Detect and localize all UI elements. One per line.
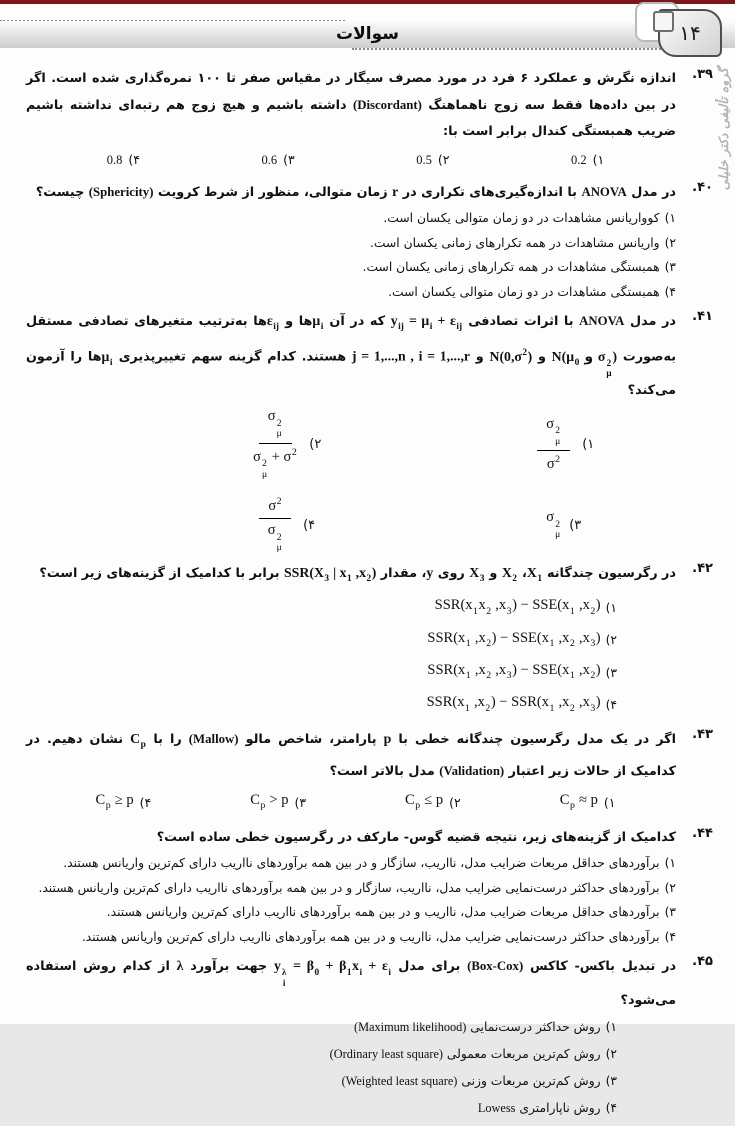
option-marker: ۴): [605, 698, 617, 713]
option-marker: ۳): [294, 795, 307, 811]
page-number: ۱۴: [679, 21, 701, 45]
question-text: در مدل ANOVA با اندازه‌گیری‌های تکراری در r زمان متوالی، منظور از شرط کرویت (Sphericity) چیست؟: [35, 184, 676, 200]
option-3: [201, 147, 356, 173]
option-3: [26, 1068, 713, 1095]
question-40: [26, 179, 713, 304]
question-number: ۴۳.: [692, 726, 713, 742]
option-formula: σ 2 μ: [546, 509, 561, 541]
option-marker: ۲): [449, 795, 461, 811]
option-marker: ۱): [582, 436, 595, 452]
question-number: ۴۱.: [692, 309, 713, 324]
question-45: [26, 953, 713, 1121]
question-39: [26, 66, 713, 175]
header-dotted-line-bottom: [352, 48, 697, 50]
option-formula: $C_p \le p$: [405, 792, 444, 812]
option-2: [26, 876, 676, 901]
option-marker: ۳): [569, 517, 582, 533]
option-formula: [249, 408, 301, 480]
options-row: [26, 145, 713, 175]
question-text: اندازه نگرش و عملکرد ۶ فرد در مورد مصرف سیگار در مقیاس صفر تا ۱۰۰ نمره‌گذاری شده است. اگر در بین داده‌ها فقط سه زوج ناهماهنگ (Discordant) داشته باشیم و هیچ زوج هم رتبه‌ای نداشته باشیم ضریب همبستگی کندال برابر است با:: [26, 71, 676, 139]
option-marker: ۱): [603, 795, 616, 811]
top-maroon-rule: [0, 0, 735, 4]
question-44: [26, 825, 713, 949]
option-formula: $C_p > p$: [250, 792, 289, 812]
option-marker: ۴): [128, 152, 140, 167]
option-1: [26, 592, 713, 624]
option-2: [26, 231, 676, 256]
option-text: روش حداکثر درست‌نمایی (Maximum likelihood): [354, 1019, 601, 1034]
question-number: ۳۹.: [692, 67, 713, 82]
question-text: در مدل ANOVA با اثرات تصادفی $y_{ij} = \mu_i + \varepsilon_{ij}$ که در آن $\mu_iها$ و $\varepsilon_{ij}ها$ به‌ترتیب متغیرهای تصادفی مستقل به‌صورت $N(\mu_0$ و σ 2 μ ) و $N(0,\sigma^2)$ و j = 1,...,n , i = 1,...,r هستند. کدام گزینه سهم تغییرپذیری $\mu_iها$ را آزمون می‌کند؟: [26, 313, 677, 399]
page-title: سوالات: [336, 24, 399, 44]
option-formula: $C_p \approx p$: [559, 792, 598, 812]
option-marker: ۲): [664, 880, 676, 895]
option-formula: $C_p \ge p$: [95, 792, 134, 812]
formula-fraction: σ 2 μ $\sigma^2$: [537, 416, 570, 473]
option-marker: ۲): [605, 1046, 617, 1061]
option-text: 0.2: [571, 153, 587, 167]
option-marker: ۱): [605, 600, 617, 615]
option-formula: [255, 496, 295, 553]
option-marker: ۴): [664, 929, 676, 944]
option-text: همبستگی مشاهدات در همه تکرارهای زمانی یکسان است.: [362, 260, 660, 274]
option-3: [26, 657, 713, 689]
question-41: [26, 308, 713, 556]
option-3: [201, 787, 356, 819]
option-text: روش ناپارامتری Lowess: [477, 1100, 601, 1115]
option-3: [425, 496, 704, 553]
option-marker: ۴): [664, 284, 676, 299]
question-text: در تبدیل باکس- کاکس (Box-Cox) برای مدل y λ i = $\beta_0 + \beta_1x_i + \varepsilon_i$ جهت برآورد λ از کدام روش استفاده می‌شود؟: [26, 958, 677, 1008]
option-formula: $SSR(x_1x_2$ $,x_3) - SSE(x_1$ $,x_2$): [434, 597, 601, 617]
question-text: در رگرسیون چندگانه $X_1،$ $X_2$ و $X_3$ روی y، مقدار $SSR(X_3$ | $x_1$ $,x_2$) برابر با کدامیک از گزینه‌های زیر است؟: [39, 564, 676, 585]
option-text: برآوردهای حداکثر درست‌نمایی ضرایب مدل، نااریب و در بین همه برآوردهای نااریب دارای کم‌ترین واریانس هستند.: [81, 929, 660, 944]
option-1: [26, 851, 676, 876]
option-3: [26, 900, 676, 925]
question-number: ۴۲.: [692, 560, 713, 576]
formula-fraction: $\sigma^2$ σ 2 μ: [259, 496, 291, 553]
question-text: اگر در یک مدل رگرسیون چندگانه خطی با p پارامتر، شاخص مالو (Mallow) را با $C_p$ نشان دهیم. در کدامیک از حالات زیر اعتبار (Validation) مدل بالاتر است؟: [26, 730, 676, 780]
option-1: [510, 147, 665, 173]
option-2: [356, 787, 511, 819]
option-1: [510, 787, 665, 819]
publisher-watermark: گروه تألیفی دکتر خلیلی: [716, 67, 731, 191]
option-text: واریانس مشاهدات در همه تکرارهای زمانی یکسان است.: [370, 235, 660, 250]
question-number: ۴۴.: [692, 826, 713, 842]
option-text: روش کم‌ترین مربعات وزنی (Weighted least square): [341, 1073, 601, 1088]
options-row: [26, 785, 713, 821]
option-2: [356, 147, 511, 173]
option-formula: $SSR(x_1$ $,x_2) - SSR(x_1$ $,x_2$ $,x_3$): [426, 694, 601, 714]
option-4: [46, 147, 201, 173]
questions-content: [26, 66, 713, 1126]
option-text: روش کم‌ترین مربعات معمولی (Ordinary least square): [329, 1046, 601, 1061]
option-marker: ۱): [592, 152, 605, 167]
option-marker: ۲): [664, 235, 676, 250]
option-4: [26, 280, 676, 305]
options-list: [26, 592, 713, 722]
options-grid: [26, 404, 713, 556]
option-marker: ۴): [303, 517, 316, 533]
option-text: کوواریانس مشاهدات در دو زمان متوالی یکسان است.: [383, 211, 660, 225]
option-text: برآوردهای حداقل مربعات ضرایب مدل، نااریب، سازگار و در بین همه برآوردهای نااریب دارای کم‌ترین واریانس هستند.: [63, 856, 660, 871]
options-list: [26, 851, 713, 949]
option-2: [26, 625, 713, 657]
option-4: [26, 925, 676, 950]
options-list: [26, 1014, 713, 1122]
option-marker: ۱): [605, 1019, 617, 1034]
option-1: [425, 408, 704, 480]
question-43: [26, 726, 713, 822]
options-list: [26, 206, 713, 304]
option-4: [26, 1095, 713, 1122]
question-number: ۴۵.: [692, 954, 713, 970]
option-2: [146, 408, 425, 480]
option-marker: ۳): [664, 260, 676, 274]
option-text: برآوردهای حداقل مربعات ضرایب مدل، نااریب و در بین همه برآوردهای نااریب دارای کم‌ترین واریانس هستند.: [106, 905, 660, 920]
option-text: 0.5: [416, 153, 432, 167]
option-4: [46, 787, 201, 819]
option-marker: ۳): [605, 665, 617, 680]
option-1: [26, 206, 676, 231]
option-marker: ۴): [605, 1100, 617, 1115]
option-2: [26, 1041, 713, 1068]
option-text: برآوردهای حداکثر درست‌نمایی ضرایب مدل، نااریب، سازگار و در بین همه برآوردهای نااریب دارای کم‌ترین واریانس هستند.: [38, 880, 660, 895]
option-4: [26, 689, 713, 721]
option-formula: [533, 416, 574, 473]
option-marker: ۱): [664, 211, 676, 225]
option-marker: ۱): [664, 856, 676, 871]
option-marker: ۳): [283, 152, 295, 167]
option-marker: ۳): [605, 1073, 617, 1088]
option-text: همبستگی مشاهدات در دو زمان متوالی یکسان است.: [388, 284, 660, 299]
option-formula: $SSR(x_1$ $,x_2) - SSE(x_1$ $,x_2$ $,x_3$): [427, 629, 601, 649]
option-formula: $SSR(x_1$ $,x_2$ $,x_3) - SSE(x_1$ $,x_2$): [427, 661, 601, 682]
option-marker: ۲): [437, 152, 450, 167]
question-number: ۴۰.: [692, 180, 713, 195]
question-42: [26, 560, 713, 722]
option-text: 0.6: [261, 153, 278, 167]
option-text: 0.8: [106, 153, 123, 167]
option-marker: ۳): [664, 905, 676, 920]
option-3: [26, 255, 676, 280]
option-marker: ۲): [605, 633, 617, 648]
option-marker: ۴): [139, 795, 152, 811]
formula-fraction: σ 2 μ σ 2 μ + $\sigma^2$: [253, 408, 297, 480]
page-badge-corner-square: [653, 11, 674, 32]
option-marker: ۲): [309, 436, 322, 452]
question-text: کدامیک از گزینه‌های زیر، نتیجه قضیه گوس- مارکف در رگرسیون خطی ساده است؟: [156, 830, 676, 846]
option-4: [146, 496, 425, 553]
option-1: [26, 1014, 713, 1041]
